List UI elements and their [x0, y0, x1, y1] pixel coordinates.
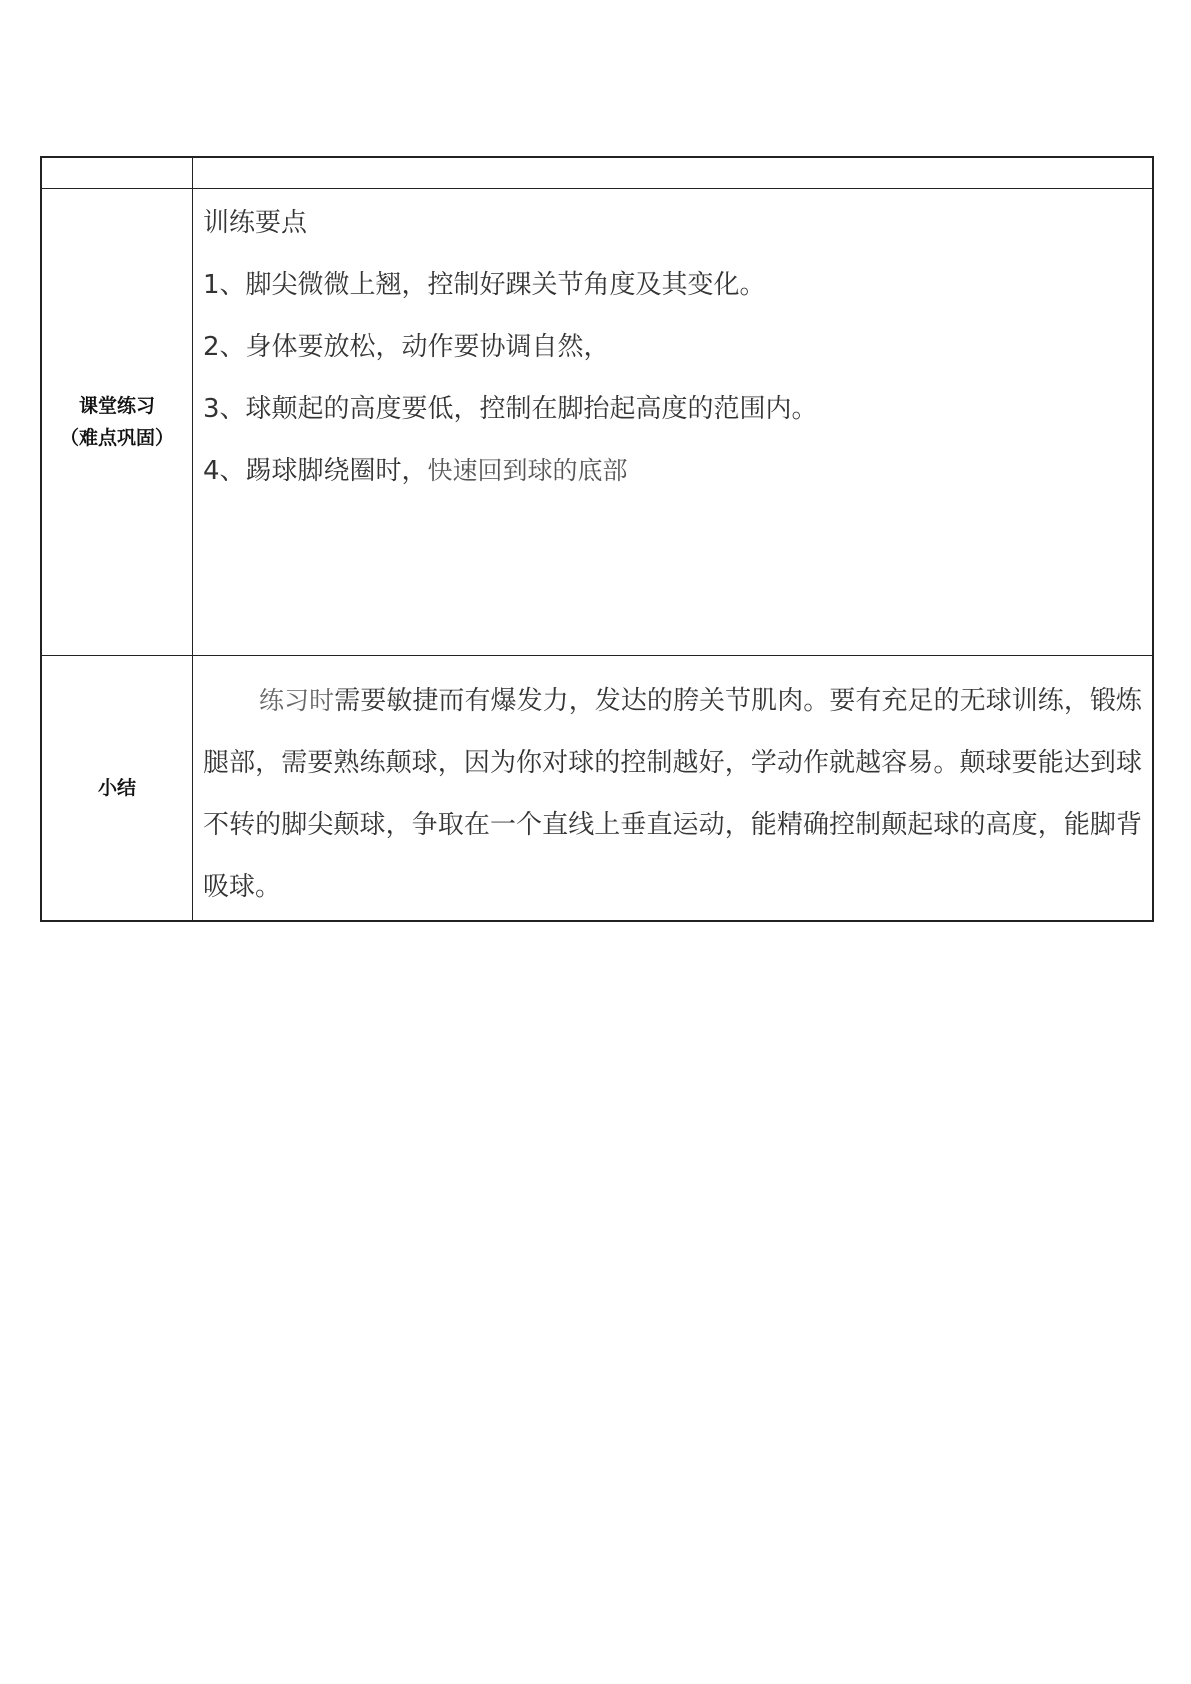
lesson-table: [40, 156, 1154, 922]
practice-point-4-lead: 4、踢球脚绕圈时，: [203, 456, 428, 486]
summary-paragraph: [203, 670, 1142, 918]
blank-label-cell: [41, 157, 193, 189]
summary-content-cell: [193, 656, 1154, 922]
practice-row: [41, 189, 1153, 656]
practice-point-3: 3、球颠起的高度要低，控制在脚抬起高度的范围内。: [203, 394, 818, 424]
practice-point-1: 1、脚尖微微上翘，控制好踝关节角度及其变化。: [203, 270, 766, 300]
summary-lead: 练习时: [259, 686, 335, 715]
summary-label-cell: [41, 656, 193, 922]
summary-row: [41, 656, 1153, 922]
practice-label-subtitle: （难点巩固）: [59, 427, 174, 449]
blank-row: [41, 157, 1153, 189]
practice-point-2: 2、身体要放松，动作要协调自然，: [203, 332, 610, 362]
summary-body: 需要敏捷而有爆发力，发达的胯关节肌肉。要有充足的无球训练，锻炼腿部，需要熟练颠球，因为你对球的控制越好，学动作就越容易。颠球要能达到球不转的脚尖颠球，争取在一个直线上垂直运动，能精确控制颠起球的高度，能脚背吸球。: [203, 686, 1142, 902]
practice-point-4: [203, 453, 1142, 489]
practice-label-cell: [41, 189, 193, 656]
practice-point-4-tail: 快速回到球的底部: [427, 456, 628, 485]
summary-label: 小结: [97, 777, 136, 799]
practice-heading: 训练要点: [203, 208, 308, 238]
practice-content-cell: [193, 189, 1154, 656]
practice-label-title: 课堂练习: [78, 395, 155, 417]
blank-content-cell: [193, 157, 1154, 189]
